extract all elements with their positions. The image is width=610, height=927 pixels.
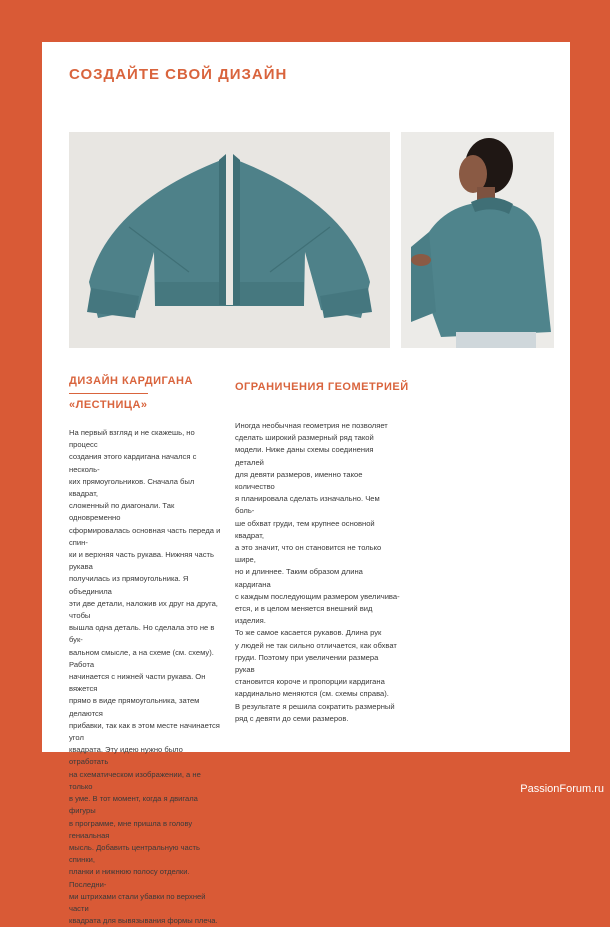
- model-photo: [401, 132, 554, 348]
- page-title: СОЗДАЙТЕ СВОЙ ДИЗАЙН: [69, 66, 288, 83]
- section-heading-left: [69, 372, 221, 415]
- model-back-illustration: [401, 132, 554, 348]
- heading-line-2: «ЛЕСТНИЦА»: [69, 393, 148, 415]
- heading-line-1: ДИЗАЙН КАРДИГАНА: [69, 375, 193, 387]
- left-body-text: На первый взгляд и не скажешь, но процесс создания этого кардигана начался с несколь- ких прямоугольников. Сначала был квадрат, сложенный по диагонали. Так одновременно сформировалась основная часть переда и спин- ки и верхняя часть рукава. Нижняя часть рукава получилась из прямоугольника. Я объединила эти две детали, наложив их друг на друга, чтобы вышла одна деталь. Но сделала это не в бук- вальном смысле, а на схеме (см. схему). Работа начинается с нижней части рукава. Он вяжется прямо в виде прямоугольника, затем делаются прибавки, так как в этом месте начинается угол квадрата. Эту идею нужно было отработать на схематическом изображении, а не только в уме. В тот момент, когда я двигала фигуры в программе, мне пришла в голову гениальная мысль. Добавить центральную часть спинки, планки и нижнюю полосу отделки. Последни- ми штрихами стали убавки по верхней части квадрата для вывязывания формы плеча.: [69, 428, 221, 926]
- watermark: PassionForum.ru: [520, 783, 604, 795]
- left-column: [69, 372, 221, 927]
- cardigan-flat-illustration: [69, 132, 390, 348]
- section-heading-right: ОГРАНИЧЕНИЯ ГЕОМЕТРИЕЙ: [235, 381, 409, 393]
- cardigan-flat-photo: [69, 132, 390, 348]
- right-body-text: Иногда необычная геометрия не позволяет сделать широкий размерный ряд такой модели. Ниже даны схемы соединения деталей для девяти размеров, именно такое количество я планировала сделать изначально. Чем боль- ше обхват груди, тем крупнее основной квадрат, а это значит, что он становится не только шире, но и длиннее. Таким образом длина кардигана с каждым последующим размером увеличива- ется, и в целом меняется внешний вид изделия. То же самое касается рукавов. Длина рук у людей не так сильно отличается, как обхват груди. Поэтому при увеличении размера рукав становится короче и пропорции кардигана кардинально меняются (см. схемы справа). В результате я решила сократить размерный ряд с девяти до семи размеров.: [235, 421, 400, 723]
- right-column: [235, 420, 400, 725]
